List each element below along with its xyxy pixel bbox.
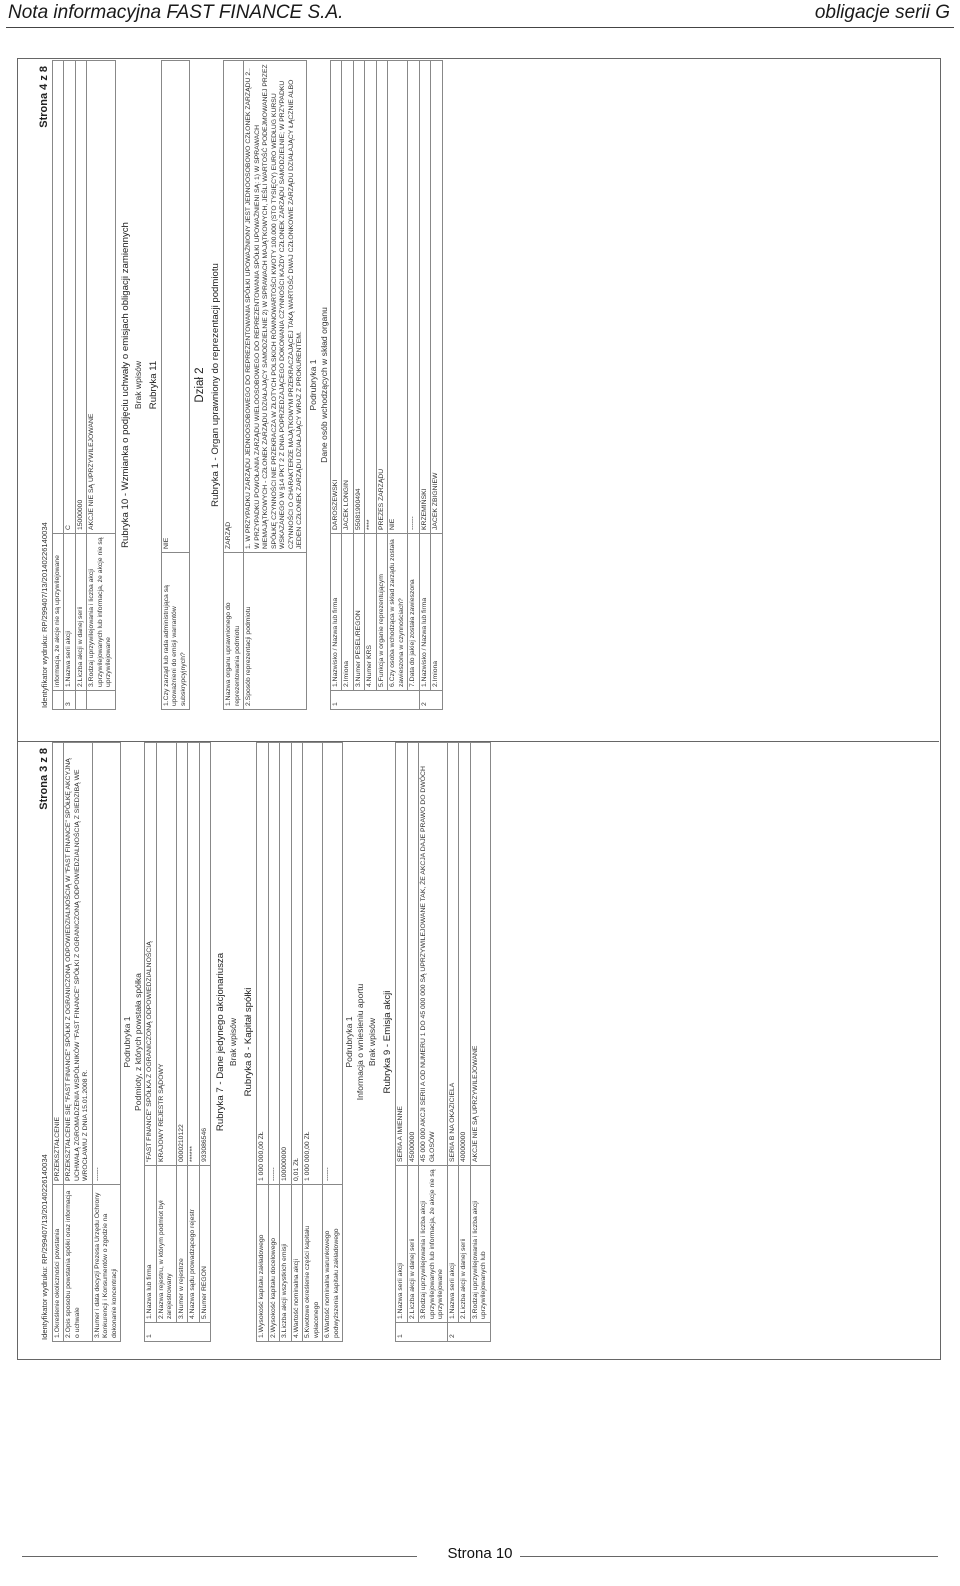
row-key: 2.Liczba akcji w danej serii <box>407 1166 418 1323</box>
table-row <box>244 61 306 710</box>
print-identifier: Identyfikator wydruku: RP/299407/13/20140226140034 <box>40 522 49 708</box>
row-value: SERIA A IMIENNE <box>396 743 407 1166</box>
entity-table <box>144 742 211 1342</box>
row-value: JACEK LONGIN <box>342 61 353 534</box>
row-key: 2.Imiona <box>431 534 442 691</box>
footer-page-number: Strona 10 <box>447 1545 513 1562</box>
podrubryka-1b-subtitle: Informacja o wniesieniu aportu <box>355 983 366 1101</box>
table-row <box>459 743 470 1342</box>
series-c-table <box>52 60 116 710</box>
shares-table <box>395 742 490 1342</box>
row-number: 1 <box>330 691 419 710</box>
row-value: NIE <box>388 61 408 534</box>
row-key: 1.Nazwa serii akcji <box>64 534 75 691</box>
row-key: 5.Numer REGON <box>199 1166 210 1323</box>
podrubryka-1-subtitle: Podmioty, z których powstała spółka <box>133 973 144 1111</box>
row-value: **** <box>365 61 376 534</box>
row-value: C <box>64 61 75 534</box>
row-key: 1.Nazwa serii akcji <box>396 1166 407 1323</box>
table-row <box>388 61 408 710</box>
row-key: 1.Nazwa serii akcji <box>447 1166 458 1323</box>
row-key: 3.Rodzaj uprzywilejowania i liczba akcji uprzywilejowanych lub <box>470 1166 490 1323</box>
row-value: 45 000 000 AKCJI SERII A OD NUMERU 1 DO 45 000 000 SĄ UPRZYWILEJOWANE TAK, ŻE AKCJA DAJE PRAWO DO DWÓCH GŁOSÓW <box>419 743 447 1166</box>
rubryka-11-table <box>161 60 190 710</box>
row-key: 2.Opis sposobu powstania spółki oraz informacja o uchwale <box>64 1185 92 1342</box>
table-row <box>376 61 387 710</box>
row-value: PRZEKSZTAŁCENIE SIĘ "FAST FINANCE" SPÓŁKI Z OGRANICZONĄ ODPOWIEDZIALNOŚCIĄ W "FAST FINANCE" SPÓŁKĘ AKCYJNĄ UCHWAŁĄ ZGROMADZENIA WSPÓLNIKÓW "FAST FINANCE" SPÓŁKI Z OGRANICZONĄ ODPOWIEDZIALNOŚCIĄ Z SIEDZIBĄ WE WROCŁAWIU Z DNIA 15.01.2008 R. <box>64 743 92 1185</box>
row-value: 1 000 000,00 ZŁ <box>303 743 323 1185</box>
row-key: 1.Nazwa organu uprawnionego do reprezentowania podmiotu <box>224 553 244 710</box>
row-key: informacja, że akcje nie są uprzywilejowane <box>53 534 64 691</box>
row-number: 3 <box>64 691 75 710</box>
row-key: 1.Wysokość kapitału zakładowego <box>257 1185 268 1342</box>
table-row <box>53 743 64 1342</box>
row-key: 5.Kwotowe określenie części kapitału wpłaconego <box>303 1185 323 1342</box>
row-key: 2.Wysokość kapitału docelowego <box>268 1185 279 1342</box>
row-key: 2.Imiona <box>342 534 353 691</box>
row-value: AKCJE NIE SĄ UPRZYWILEJOWANE <box>87 61 115 534</box>
podrubryka-1-title: Podrubryka 1 <box>122 1016 133 1068</box>
podrubryka-1b-empty: Brak wpisów <box>367 1017 378 1067</box>
header-rule <box>6 27 954 28</box>
table-row <box>407 743 418 1342</box>
table-row <box>330 61 341 710</box>
rubryka-7-empty: Brak wpisów <box>228 1017 239 1067</box>
table-row <box>53 61 64 710</box>
page-number-label: Strona 3 z 8 <box>38 748 50 810</box>
table-row <box>365 61 376 710</box>
row-value: 1. W PRZYPADKU ZARZĄDU JEDNOOSOBOWEGO DO REPREZENTOWANIA SPÓŁKI UPOWAŻNIONY JEST JEDNOOSOBOWO CZŁONEK ZARZĄDU 2.. W PRZYPADKU POWOŁANIA ZARZĄDU WIELOOSOBOWEGO DO REPREZENTOWANIA SPÓŁKI UPOWAŻNIENI SĄ: 1) W SPRAWACH NIEMAJĄTKOWYCH - CZŁONEK ZARZĄDU DZIAŁAJĄCY SAMODZIELNIE 2) W SPRAWACH MAJĄTKOWYCH, JEŚLI WARTOŚĆ PODEJMOWANEJ PRZEZ SPÓŁKĘ CZYNNOŚCI NIE PRZEKRACZA W ZŁOTYCH POLSKICH RÓWNOWARTOŚCI KWOTY 100.000 (STO TYSIĘCY) EURO WEDŁUG KURSU WSKAZANEGO W §14 PKT 2 Z DNIA POPRZEDZAJĄCEGO DOKONANIA CZYNNOŚCI KAŻDY CZŁONEK ZARZĄDU SAMODZIELNIE; W PRZYPADKU CZYNNOŚCI O CHARAKTERZE MAJĄTKOWYM PRZEKRACZAJĄCEJ TAKĄ WARTOŚĆ DWAJ CZŁONKOWIE ZARZĄDU DZIAŁAJĄCY ŁĄCZNIE ALBO JEDEN CZŁONEK ZARZĄDU DZIAŁAJĄCY WRAZ Z PROKURENTEM. <box>244 61 306 553</box>
row-key: 1.Czy zarząd lub rada administrująca są upoważnieni do emisji warrantów subskrypcyjnych? <box>161 553 189 710</box>
row-key: 2.Nazwa rejestru, w którym podmiot był zarejestrowany <box>156 1166 176 1323</box>
table-row <box>64 743 92 1342</box>
row-number: 1 <box>145 1323 211 1342</box>
table-row <box>408 61 419 710</box>
origin-table <box>52 742 121 1342</box>
row-value: KRZEMIŃSKI <box>419 61 430 534</box>
row-value: NIE <box>161 61 189 553</box>
row-value: ------ <box>323 743 343 1185</box>
row-key: 2.Liczba akcji w danej serii <box>459 1166 470 1323</box>
table-row <box>176 743 187 1342</box>
table-row <box>161 61 189 710</box>
row-key: 3.Rodzaj uprzywilejowania i liczba akcji uprzywilejowanych lub informacja, że akcje nie są uprzywilejowane <box>419 1166 447 1323</box>
row-value: 15000000 <box>75 61 86 534</box>
krs-page-4 <box>40 60 910 710</box>
podrubryka-1b-title: Podrubryka 1 <box>344 1016 355 1068</box>
rubryka-7-title: Rubryka 7 - Dane jedynego akcjonariusza <box>215 952 227 1132</box>
row-key: 7.Data do jakiej została zawieszona <box>408 534 419 691</box>
table-row <box>224 61 244 710</box>
podrubryka-1-subtitle: Dane osób wchodzących w skład organu <box>318 307 329 463</box>
row-key: 6.Wartość nominalna warunkowego podwyższenia kapitału zakładowego <box>323 1185 343 1342</box>
row-value: ****** <box>188 743 199 1166</box>
row-key: 4.Wartość nominalna akcji <box>291 1185 302 1342</box>
row-key: 1.Nazwisko / Nazwa lub firma <box>419 534 430 691</box>
table-row <box>268 743 279 1342</box>
row-key: 2.Liczba akcji w danej serii <box>75 534 86 691</box>
rubryka-10-title: Rubryka 10 - Wzmianka o podjęciu uchwały o emisjach obligacji zamiennych <box>119 222 131 548</box>
row-number: 2 <box>419 691 442 710</box>
row-key: 1.Nazwisko / Nazwa lub firma <box>330 534 341 691</box>
row-key: 6.Czy osoba wchodząca w skład zarządu została zawieszona w czynnościach? <box>388 534 408 691</box>
rubryka-9-title: Rubryka 9 - Emisja akcji <box>382 990 394 1094</box>
row-value: 0000210122 <box>176 743 187 1166</box>
row-value: ------ <box>408 61 419 534</box>
row-key: 3.Numer i data decyzji Prezesa Urzędu Ochrony Konkurencji i Konsumentów o zgodzie na dokonanie koncentracji <box>92 1185 120 1342</box>
dzial-2-title: Dział 2 <box>194 367 207 403</box>
row-key: 2.Sposób reprezentacji podmiotu <box>244 553 306 710</box>
table-row <box>64 61 75 710</box>
row-value: 933086546 <box>199 743 210 1166</box>
row-value: JACEK ZBIGNIEW <box>431 61 442 534</box>
table-row <box>75 61 86 710</box>
row-key: 3.Numer PESEL/REGON <box>353 534 364 691</box>
row-value: 55081900494 <box>353 61 364 534</box>
row-value: AKCJE NIE SĄ UPRZYWILEJOWANE <box>470 743 490 1166</box>
table-row <box>303 743 323 1342</box>
row-value: PREZES ZARZĄDU <box>376 61 387 534</box>
row-key: 5.Funkcja w organie reprezentującym <box>376 534 387 691</box>
persons-table <box>330 60 443 710</box>
table-row <box>342 61 353 710</box>
podrubryka-1-title: Podrubryka 1 <box>307 359 318 411</box>
rubryka-1-table <box>223 60 306 710</box>
row-value: DAROSZEWSKI <box>330 61 341 534</box>
row-value: 45000000 <box>407 743 418 1166</box>
header-title: Nota informacyjna FAST FINANCE S.A. <box>8 2 344 23</box>
row-key: 1.Określenie okoliczności powstania <box>53 1185 64 1342</box>
table-row <box>188 743 199 1342</box>
table-row <box>470 743 490 1342</box>
row-value: "FAST FINANCE" SPÓŁKA Z OGRANICZONĄ ODPOWIEDZIALNOŚCIĄ <box>145 743 156 1166</box>
table-row <box>447 743 458 1342</box>
rubryka-11-title: Rubryka 11 <box>147 360 159 410</box>
row-key: 4.Numer KRS <box>365 534 376 691</box>
header-series: obligacje serii G <box>814 2 950 23</box>
row-key: 1.Nazwa lub firma <box>145 1166 156 1323</box>
rubryka-8-title: Rubryka 8 - Kapitał spółki <box>243 987 255 1097</box>
page-number-label: Strona 4 z 8 <box>38 66 50 128</box>
row-value: 40000000 <box>459 743 470 1166</box>
table-row <box>87 61 115 710</box>
table-row <box>156 743 176 1342</box>
row-number <box>53 691 64 710</box>
row-value: 1 000 000,00 ZŁ <box>257 743 268 1185</box>
row-number: 1 <box>396 1323 447 1342</box>
table-row <box>291 743 302 1342</box>
table-row <box>280 743 291 1342</box>
page-header <box>0 0 960 26</box>
table-row <box>323 743 343 1342</box>
row-value: ------ <box>92 743 120 1185</box>
table-row <box>431 61 442 710</box>
row-value: ------ <box>268 743 279 1185</box>
krs-page-3 <box>40 742 910 1342</box>
row-number <box>87 691 115 710</box>
row-value: PRZEKSZTAŁCENIE <box>53 743 64 1185</box>
row-value: KRAJOWY REJESTR SĄDOWY <box>156 743 176 1166</box>
rubryka-10-empty: Brak wpisów <box>132 360 143 410</box>
row-key: 3.Numer w rejestrze <box>176 1166 187 1323</box>
row-key: 3.Liczba akcji wszystkich emisji <box>280 1185 291 1342</box>
capital-table <box>256 742 343 1342</box>
table-row <box>419 61 430 710</box>
table-row <box>353 61 364 710</box>
table-row <box>199 743 210 1342</box>
row-number <box>75 691 86 710</box>
rubryka-1-title: Rubryka 1 - Organ uprawniony do reprezentacji podmiotu <box>210 263 222 507</box>
row-value: 100000000 <box>280 743 291 1185</box>
row-key: 4.Nazwa sądu prowadzącego rejestr <box>188 1166 199 1323</box>
row-value: ZARZĄD <box>224 61 244 553</box>
row-value: SERIA B NA OKAZICIELA <box>447 743 458 1166</box>
table-row <box>419 743 447 1342</box>
row-value: 0,01 ZŁ <box>291 743 302 1185</box>
print-identifier: Identyfikator wydruku: RP/299407/13/20140226140034 <box>40 1154 49 1340</box>
row-value <box>53 61 64 534</box>
row-number: 2 <box>447 1323 490 1342</box>
table-row <box>257 743 268 1342</box>
table-row <box>145 743 156 1342</box>
row-key: 3.Rodzaj uprzywilejowania i liczba akcji uprzywilejowanych lub informacja, że akcje nie są uprzywilejowane <box>87 534 115 691</box>
table-row <box>92 743 120 1342</box>
table-row <box>396 743 407 1342</box>
